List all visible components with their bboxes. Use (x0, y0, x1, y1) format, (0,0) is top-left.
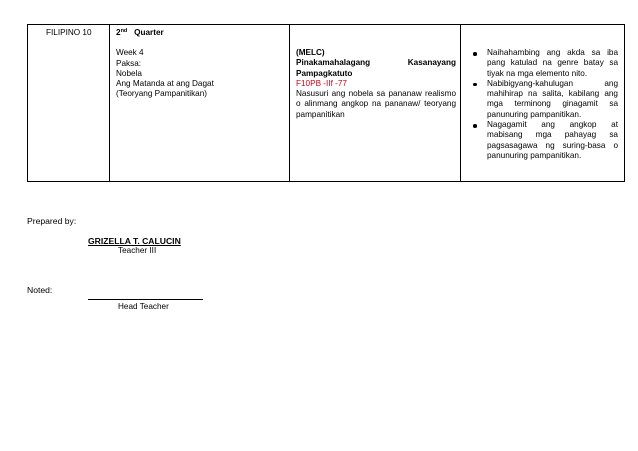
table-row (28, 25, 625, 182)
competency-code: F10PB -IIf -77 (296, 78, 347, 88)
paksa-label: Paksa: (116, 58, 142, 68)
list-item: Naihahambing ang akda sa iba pang katulad na genre batay sa tiyak na mga elemento nito. (461, 48, 618, 79)
objectives-list (461, 48, 624, 161)
list-item: Nabibigyang-kahulugan ang mahihirap na salita, kabilang ang mga terminong ginagamit sa panunuring pampanitikan. (461, 79, 618, 120)
prepared-by-label: Prepared by: (27, 216, 77, 226)
subject-label: FILIPINO 10 (46, 28, 92, 37)
genre-text: Nobela (116, 68, 142, 78)
lesson-title: Ang Matanda at ang Dagat (116, 79, 214, 89)
subject-cell (28, 25, 110, 182)
quarter-word: Quarter (134, 28, 164, 37)
competency-word-1: Pinakamahalagang (296, 58, 371, 68)
signature-line (88, 299, 203, 300)
quarter-suffix: nd (120, 28, 128, 34)
list-item: Nagagamit ang angkop at mabisang mga pahayag sa pagsasagawa ng suring-basa o panunuring pampanitikan. (461, 120, 618, 161)
quarter-heading (116, 28, 285, 38)
melc-cell (290, 25, 461, 182)
theory-text: (Teoryang Pampanitikan) (116, 89, 208, 99)
competency-word-3: Pampagkatuto (296, 68, 353, 78)
preparer-name: GRIZELLA T. CALUCIN (88, 236, 181, 246)
melc-label: (MELC) (296, 48, 325, 57)
noted-label: Noted: (27, 285, 53, 295)
week-label: Week 4 (116, 48, 144, 58)
competency-text: Nasusuri ang nobela sa pananaw realismo o alinmang angkop na pananaw/ teoryang pampanitikan (296, 89, 456, 119)
content-cell (110, 25, 290, 182)
competency-word-2: Kasanayang (407, 58, 456, 68)
noter-role: Head Teacher (118, 302, 169, 311)
lesson-plan-table (27, 24, 625, 182)
preparer-role: Teacher III (118, 246, 157, 255)
objectives-cell (461, 25, 625, 182)
quarter-number: 2 (116, 28, 121, 37)
competency-heading (296, 58, 456, 68)
